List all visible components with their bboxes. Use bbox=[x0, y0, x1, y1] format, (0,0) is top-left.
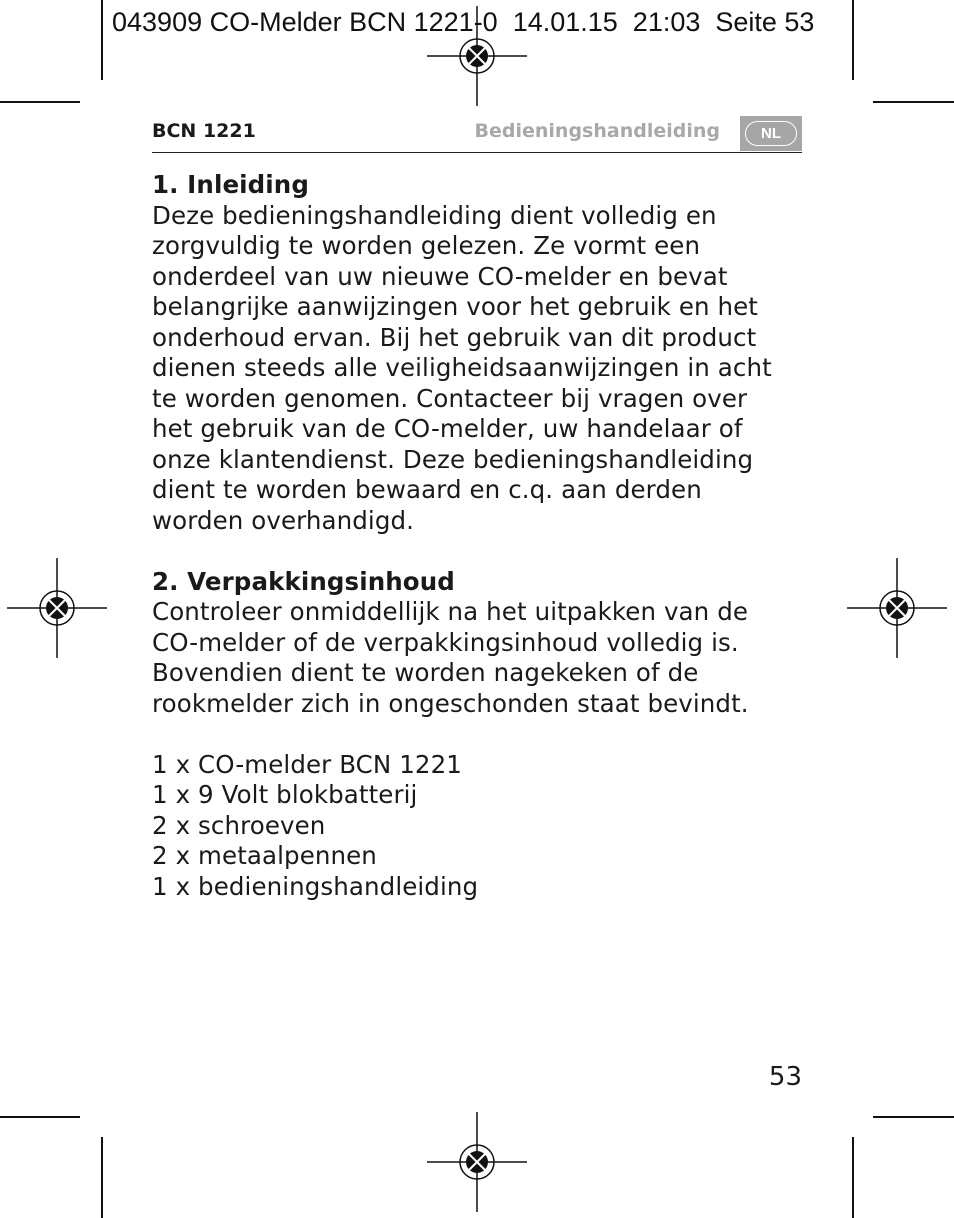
text-line: onderdeel van uw nieuwe CO-melder en bevat bbox=[152, 261, 728, 291]
text-line: Controleer onmiddellijk na het uitpakken van de bbox=[152, 597, 749, 626]
crop-mark-bottom-right-horizontal bbox=[873, 1116, 954, 1118]
crop-mark-top-left-horizontal bbox=[0, 101, 80, 103]
section-title-inleiding: 1. Inleiding bbox=[152, 170, 309, 199]
text-line: Deze bedieningshandleiding dient volledig en bbox=[152, 200, 717, 230]
registration-mark-right-icon bbox=[847, 558, 947, 658]
text-line: worden overhandigd. bbox=[152, 505, 415, 535]
text-line: dient te worden bewaard en c.q. aan derden bbox=[152, 475, 702, 504]
list-item: 2 x metaalpennen bbox=[152, 841, 377, 870]
crop-mark-top-right-horizontal bbox=[873, 101, 954, 103]
text-line: het gebruik van de CO-melder, uw handelaar of bbox=[152, 414, 743, 443]
text-line: CO-melder of de verpakkingsinhoud volledig is. bbox=[152, 627, 739, 657]
running-header bbox=[152, 116, 802, 153]
text-line: te worden genomen. Contacteer bij vragen over bbox=[152, 383, 748, 413]
spacer bbox=[152, 536, 802, 567]
section-body-verpakkingsinhoud bbox=[152, 597, 802, 719]
text-line: belangrijke aanwijzingen voor het gebruik en het bbox=[152, 292, 759, 321]
language-code: NL bbox=[745, 121, 797, 146]
crop-mark-top-right-vertical bbox=[852, 0, 854, 80]
registration-mark-left-icon bbox=[7, 558, 107, 658]
text-line: dienen steeds alle veiligheidsaanwijzingen in acht bbox=[152, 353, 772, 382]
list-item: 2 x schroeven bbox=[152, 810, 326, 840]
list-item: 1 x bedieningshandleiding bbox=[152, 871, 479, 901]
crop-mark-bottom-right-vertical bbox=[852, 1137, 854, 1218]
text-line: onze klantendienst. Deze bedieningshandleiding bbox=[152, 444, 754, 474]
text-line: onderhoud ervan. Bij het gebruik van dit product bbox=[152, 322, 757, 352]
crop-mark-top-left-vertical bbox=[101, 0, 103, 80]
crop-mark-bottom-left-vertical bbox=[101, 1137, 103, 1218]
spacer bbox=[152, 719, 802, 750]
list-item: 1 x CO-melder BCN 1221 bbox=[152, 749, 462, 779]
section-title-verpakkingsinhoud: 2. Verpakkingsinhoud bbox=[152, 566, 455, 596]
page-content bbox=[152, 170, 802, 902]
text-line: Bovendien dient te worden nagekeken of de bbox=[152, 658, 699, 687]
text-line: rookmelder zich in ongeschonden staat bevindt. bbox=[152, 688, 749, 718]
print-slug-line: 043909 CO-Melder BCN 1221-0 14.01.15 21:03 Seite 53 bbox=[112, 7, 815, 37]
registration-mark-bottom-icon bbox=[427, 1112, 527, 1212]
model-name: BCN 1221 bbox=[152, 120, 256, 142]
language-badge bbox=[740, 116, 802, 151]
crop-mark-bottom-left-horizontal bbox=[0, 1116, 80, 1118]
registration-mark-top-icon bbox=[427, 6, 527, 106]
page-number: 53 bbox=[768, 1062, 802, 1092]
package-contents-list bbox=[152, 750, 802, 903]
section-body-inleiding bbox=[152, 201, 802, 537]
list-item: 1 x 9 Volt blokbatterij bbox=[152, 780, 418, 809]
document-type: Bedieningshandleiding bbox=[474, 120, 720, 142]
text-line: zorgvuldig te worden gelezen. Ze vormt een bbox=[152, 231, 701, 260]
